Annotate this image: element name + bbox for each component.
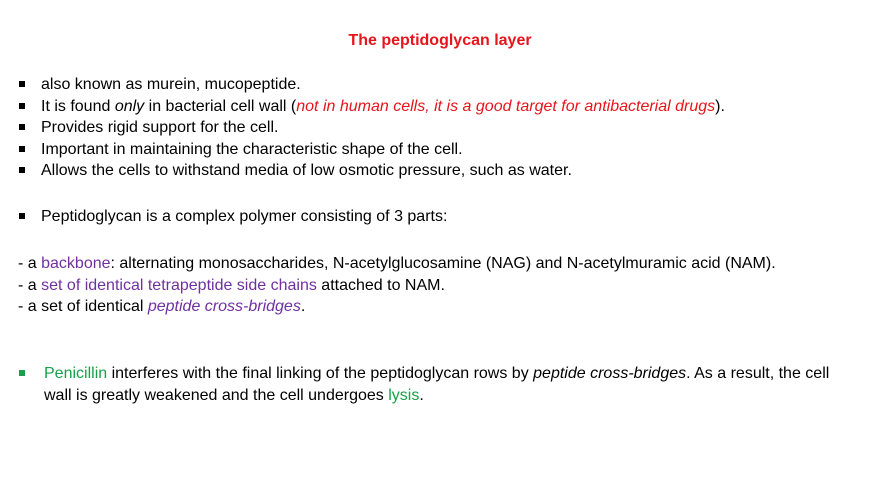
bullet-item-found bbox=[18, 96, 868, 118]
polymer-text: Peptidoglycan is a complex polymer consisting of 3 parts: bbox=[41, 208, 448, 225]
term-cross-bridges: peptide cross-bridges bbox=[147, 298, 301, 316]
bullet-item-support bbox=[18, 117, 868, 139]
bullet-text: Important in maintaining the characteristic shape of the cell. bbox=[41, 140, 463, 158]
part-cross-bridges bbox=[18, 296, 868, 318]
part-backbone bbox=[18, 253, 868, 275]
emphasis-only: only bbox=[114, 97, 145, 115]
penicillin-text: . bbox=[419, 386, 424, 404]
term-backbone: backbone bbox=[41, 255, 111, 272]
bullet-text: It is found bbox=[41, 97, 115, 115]
polymer-bullet bbox=[18, 206, 447, 228]
square-bullet-icon bbox=[19, 167, 25, 173]
penicillin-text: . As a result, the cell wall is greatly weakened and the cell undergoes bbox=[44, 365, 830, 404]
square-bullet-icon bbox=[19, 81, 25, 87]
emphasis-cross-bridges: peptide cross-bridges bbox=[533, 365, 687, 382]
penicillin-text: interferes with the final linking of the peptidoglycan rows by bbox=[107, 365, 534, 382]
bullet-list bbox=[18, 74, 868, 182]
green-square-bullet-icon bbox=[19, 370, 25, 376]
slide-title: The peptidoglycan layer bbox=[348, 32, 532, 49]
bullet-text: ). bbox=[715, 97, 725, 115]
square-bullet-icon bbox=[19, 146, 25, 152]
bullet-text: Provides rigid support for the cell. bbox=[41, 119, 279, 137]
bullet-item-shape bbox=[18, 139, 868, 161]
bullet-text: in bacterial cell wall ( bbox=[144, 97, 297, 115]
bullet-item-osmotic bbox=[18, 160, 868, 182]
emphasis-red-note: not in human cells, it is a good target for antibacterial drugs bbox=[296, 97, 716, 115]
bullet-item-murein bbox=[18, 74, 868, 96]
term-lysis: lysis bbox=[388, 386, 420, 404]
square-bullet-icon bbox=[19, 124, 25, 130]
square-bullet-icon bbox=[19, 103, 25, 109]
part-side-chains bbox=[18, 275, 868, 297]
parts-list bbox=[18, 253, 868, 318]
part-text: - a set of identical bbox=[18, 298, 148, 316]
part-text: - a bbox=[18, 276, 42, 294]
square-bullet-icon bbox=[19, 213, 25, 219]
part-text: - a bbox=[18, 255, 42, 272]
term-side-chains: set of identical tetrapeptide side chains bbox=[41, 276, 317, 294]
bullet-text: Allows the cells to withstand media of low osmotic pressure, such as water. bbox=[41, 162, 572, 180]
penicillin-bullet bbox=[18, 363, 854, 406]
bullet-text: also known as murein, mucopeptide. bbox=[41, 76, 301, 93]
part-text: attached to NAM. bbox=[316, 276, 445, 294]
part-text: : alternating monosaccharides, N-acetylglucosamine (NAG) and N-acetylmuramic acid (NAM). bbox=[110, 255, 776, 272]
term-penicillin: Penicillin bbox=[44, 365, 108, 382]
part-text: . bbox=[300, 298, 306, 316]
